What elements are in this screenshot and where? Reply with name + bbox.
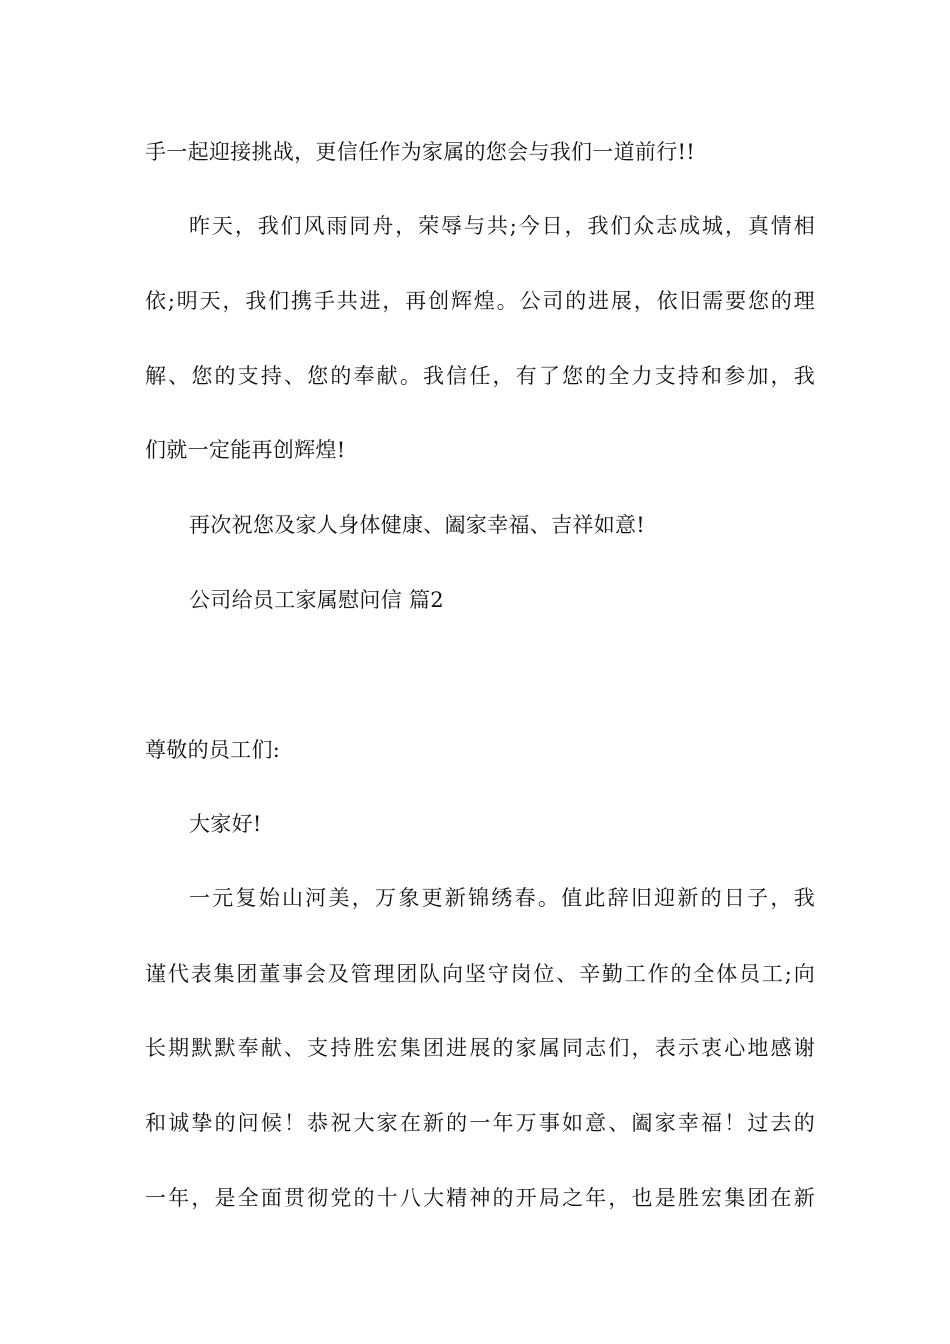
paragraph-line: 手一起迎接挑战，更信任作为家属的您会与我们一道前行!! (145, 140, 695, 164)
paragraph-line: 解、您的支持、您的奉献。我信任，有了您的全力支持和参加，我 (145, 364, 815, 388)
paragraph-line: 谨代表集团董事会及管理团队向坚守岗位、辛勤工作的全体员工;向 (145, 962, 815, 986)
paragraph-line: 依;明天，我们携手共进，再创辉煌。公司的进展，依旧需要您的理 (145, 289, 815, 313)
section-heading: 公司给员工家属慰问信 篇2 (189, 588, 444, 612)
paragraph-line: 昨天，我们风雨同舟，荣辱与共;今日，我们众志成城，真情相 (189, 214, 815, 238)
paragraph-line: 一元复始山河美，万象更新锦绣春。值此辞旧迎新的日子，我 (189, 886, 815, 910)
greeting: 大家好! (189, 812, 262, 836)
paragraph-line: 再次祝您及家人身体健康、阖家幸福、吉祥如意! (189, 513, 646, 537)
paragraph-line: 一年，是全面贯彻党的十八大精神的开局之年，也是胜宏集团在新 (145, 1186, 815, 1210)
salutation: 尊敬的员工们: (145, 738, 281, 762)
paragraph-line: 长期默默奉献、支持胜宏集团进展的家属同志们，表示衷心地感谢 (145, 1036, 815, 1060)
paragraph-line: 和诚挚的问候！恭祝大家在新的一年万事如意、阖家幸福！过去的 (145, 1111, 815, 1135)
paragraph-line: 们就一定能再创辉煌! (145, 438, 346, 462)
